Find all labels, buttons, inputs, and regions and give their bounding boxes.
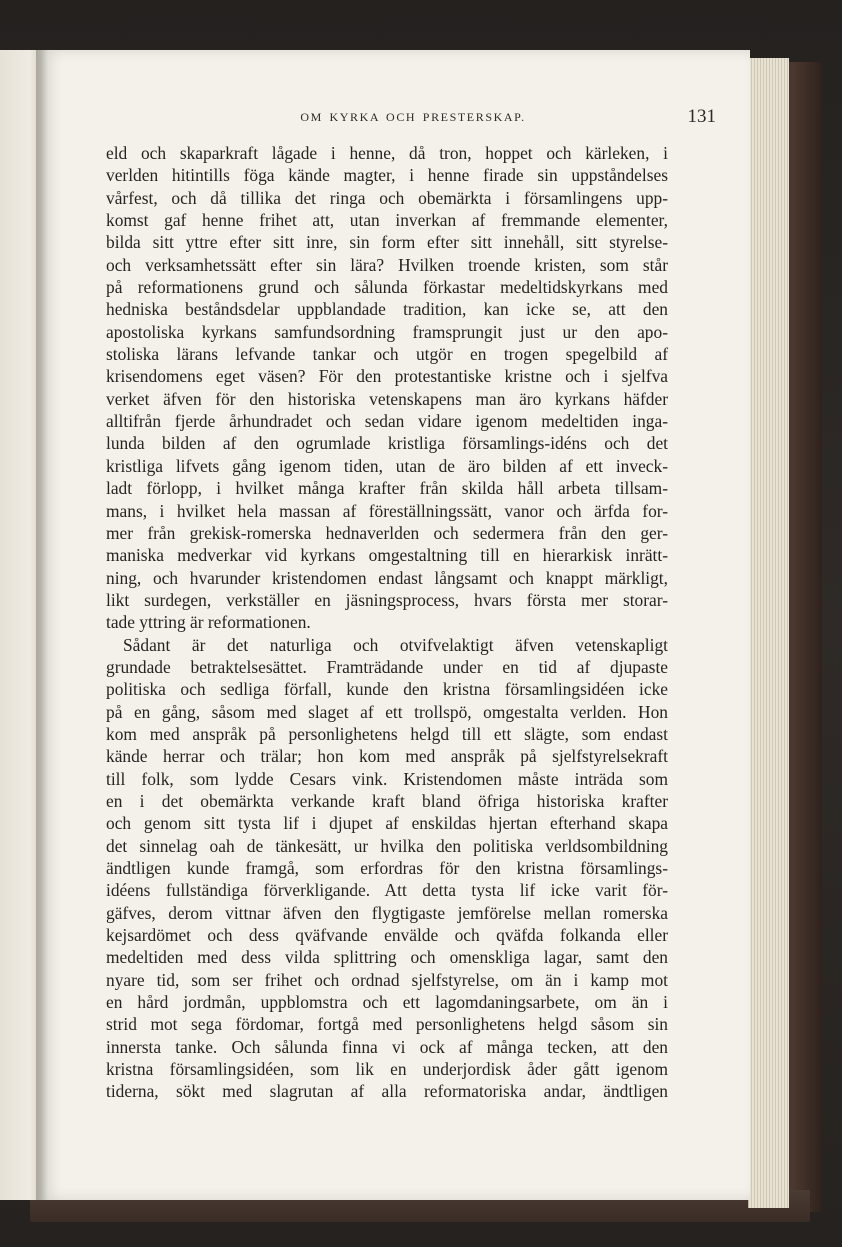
running-head: OM KYRKA OCH PRESTERSKAP. [300, 110, 526, 124]
text-line: maniska medverkar vid kyrkans omgestaltning till en hierarkisk inrätt- [106, 545, 668, 566]
text-line: medeltiden med dess vilda splittring och omenskliga lagar, samt den [106, 947, 668, 968]
text-line: grundade betraktelsesättet. Framträdande under en tid af djupaste [106, 656, 668, 677]
text-line: innersta tanke. Och sålunda finna vi ock af många tecken, att den [106, 1036, 668, 1057]
page-stack-edges [748, 58, 789, 1208]
text-line: apostoliska kyrkans samfundsordning framsprungit just ur den apo- [106, 321, 668, 342]
text-line: kristliga lifvets gång igenom tiden, utan de äro bilden af ett inveck- [106, 455, 668, 476]
text-line: gäfves, derom vittnar äfven den flygtigaste jemförelse mellan romerska [106, 902, 668, 923]
text-line: verlden hitintills föga kände magter, i henne firade sin uppståndelses [106, 165, 668, 186]
text-line: en i det obemärkta verkande kraft bland öfriga historiska krafter [106, 790, 668, 811]
text-line: politiska och sedliga förfall, kunde den kristna församlingsidéen icke [106, 679, 668, 700]
text-line: likt surdegen, verkställer en jäsningsprocess, hvars första mer storar- [106, 589, 668, 610]
text-line: på en gång, såsom med slaget af ett trollspö, omgestalta verlden. Hon [106, 701, 668, 722]
text-line: idéens fullständiga förverkligande. Att detta tysta lif icke varit för- [106, 880, 668, 901]
text-line: kom med anspråk på personlighetens helgd till ett slägte, som endast [106, 723, 668, 744]
text-line: mer från grekisk-romerska hednaverlden och sedermera från den ger- [106, 522, 668, 543]
text-line: och genom sitt tysta lif i djupet af enskildas hjertan efterhand skapa [106, 813, 668, 834]
text-line: mans, i hvilket hela massan af föreställningssätt, vanor och ärfda for- [106, 500, 668, 521]
text-line: det sinnelag oah de tänkesätt, ur hvilka den politiska verldsombildning [106, 835, 668, 856]
text-line: krisendomens eget väsen? För den protestantiske kristne och i sjelfva [106, 366, 668, 387]
text-line: på reformationens grund och sålunda förkastar medeltidskyrkans med [106, 277, 668, 298]
text-line: vårfest, och då tillika det ringa och obemärkta i församlingens upp- [106, 187, 668, 208]
text-line: kejsardömet och dess qväfvande envälde och qväfda folkanda eller [106, 925, 668, 946]
text-line: en hård jordmån, uppblomstra och ett lagomdaningsarbete, om än i [106, 992, 668, 1013]
paragraph-first-line: Sådant är det naturliga och otvifvelaktigt äfven vetenskapligt [123, 634, 668, 655]
text-line: komst gaf henne frihet att, utan inverkan af fremmande elementer, [106, 210, 668, 231]
text-line: stoliska lärans lefvande tankar och utgör en trogen spegelbild af [106, 344, 668, 365]
text-line: hedniska beståndsdelar uppblandade tradition, kan icke se, att den [106, 299, 668, 320]
text-line: lunda bilden af den ogrumlade kristliga församlings-idéns och det [106, 433, 668, 454]
page-number: 131 [687, 106, 716, 127]
book-page [42, 50, 750, 1200]
text-line: ändtligen kunde framgå, som erfordras för den kristna församlings- [106, 858, 668, 878]
text-line: ning, och hvarunder kristendomen endast långsamt och knappt märkligt, [106, 567, 668, 588]
text-line: kände herrar och trälar; hon kom med anspråk på sjelfstyrelsekraft [106, 746, 668, 767]
page-gutter-shadow [36, 50, 48, 1200]
page-header [102, 104, 724, 132]
text-line: alltifrån fjerde århundradet och sedan vidare igenom medeltiden inga- [106, 411, 668, 432]
text-line: och verksamhetssätt efter sin lära? Hvilken troende kristen, som står [106, 254, 668, 275]
paragraph-last-line: tade yttring är reformationen. [106, 612, 311, 633]
text-line: nyare tid, som ser frihet och ordnad sjelfstyrelse, om än i kamp mot [106, 969, 668, 990]
text-line: till folk, som lydde Cesars vink. Kristendomen måste inträda som [106, 768, 668, 789]
body-text [106, 142, 668, 1103]
text-line: verket äfven för den historiska vetenskapens man äro kyrkans häfder [106, 388, 668, 409]
text-line: tiderna, sökt med slagrutan af alla reformatoriska andar, ändtligen [106, 1081, 668, 1102]
text-line: eld och skaparkraft lågade i henne, då tron, hoppet och kärleken, i [106, 143, 668, 163]
text-line: strid mot sega fördomar, fortgå med personlighetens helgd såsom sin [106, 1014, 668, 1035]
text-line: bilda sitt yttre efter sitt inre, sin form efter sitt innehåll, sitt styrelse- [106, 232, 668, 253]
text-line: ladt förlopp, i hvilket många krafter från skilda håll arbeta tillsam- [106, 478, 668, 499]
text-line: kristna församlingsidéen, som lik en underjordisk åder gått igenom [106, 1059, 668, 1080]
